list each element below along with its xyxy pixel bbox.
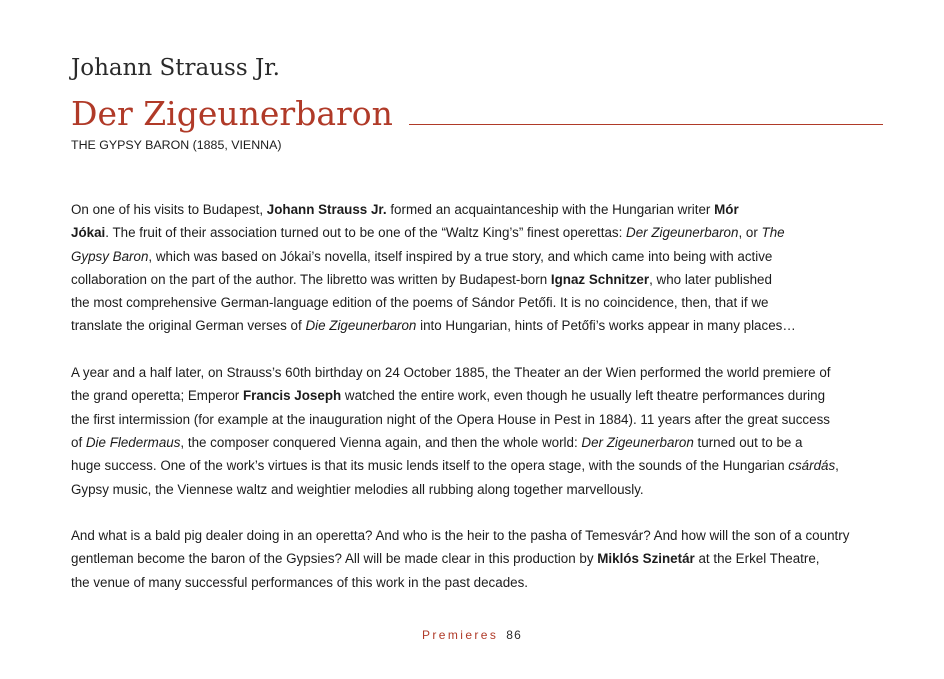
text-run: huge success. One of the work’s virtues is that its music lends itself to the opera stage, with the sounds of the Hungarian [71, 458, 789, 474]
italic-text: The [761, 225, 785, 241]
text-line [71, 221, 883, 244]
text-line [71, 245, 883, 268]
subtitle: THE GYPSY BARON (1885, VIENNA) [71, 138, 282, 152]
italic-text: Der Zigeunerbaron [626, 225, 739, 241]
text-run: A year and a half later, on Strauss’s 60th birthday on 24 October 1885, the Theater an der Wien performed the world premiere of [71, 365, 831, 381]
text-run: , who later published [649, 271, 772, 287]
text-run: at the Erkel Theatre, [694, 551, 820, 567]
text-line [71, 408, 883, 431]
text-line [71, 454, 883, 477]
text-run: of [71, 434, 86, 450]
text-line [71, 291, 883, 314]
composer-name: Johann Strauss Jr. [71, 55, 280, 81]
title-row [71, 92, 883, 136]
text-line [71, 571, 883, 594]
text-run: , or [738, 225, 762, 241]
bold-text: Jókai [71, 225, 106, 241]
text-run: the most comprehensive German-language edition of the poems of Sándor Petőfi. It is no coincidence, then, that if we [71, 295, 769, 311]
text-run: the first intermission (for example at the inauguration night of the Opera House in Pest in 1884). 11 years after the great success [71, 411, 830, 427]
bold-text: Mór [714, 202, 739, 217]
text-run: the venue of many successful performances of this work in the past decades. [71, 574, 529, 590]
text-run: collaboration on the part of the author. The libretto was written by Budapest-born [71, 271, 551, 287]
bold-text: Ignaz Schnitzer [550, 271, 650, 287]
text-line [71, 478, 883, 501]
footer-section-label: Premieres [421, 628, 499, 642]
italic-text: Gypsy Baron [71, 248, 149, 264]
italic-text: Die Fledermaus [85, 434, 181, 450]
text-line [71, 198, 883, 221]
text-run: gentleman become the baron of the Gypsies? All will be made clear in this production by [71, 551, 598, 567]
paragraph [71, 361, 883, 501]
bold-text: Miklós Szinetár [597, 551, 695, 567]
text-line [71, 314, 883, 337]
text-line [71, 384, 883, 407]
italic-text: csárdás [788, 458, 836, 474]
text-run: turned out to be a [693, 434, 803, 450]
italic-text: Die Zigeunerbaron [305, 318, 417, 334]
text-line [71, 361, 883, 384]
text-run: . The fruit of their association turned out to be one of the “Waltz King’s” finest operettas: [105, 225, 627, 241]
bold-text: Francis Joseph [242, 388, 342, 404]
text-run: , [835, 458, 839, 474]
title-rule [409, 124, 883, 125]
text-run: the grand operetta; Emperor [71, 388, 243, 404]
text-run: Gypsy music, the Viennese waltz and weightier melodies all rubbing along together marvellously. [71, 481, 644, 497]
text-run: , which was based on Jókai’s novella, itself inspired by a true story, and which came into being with active [148, 248, 773, 264]
page-title: Der Zigeunerbaron [71, 94, 393, 133]
text-line [71, 268, 883, 291]
page-footer [0, 627, 944, 643]
text-run: , the composer conquered Vienna again, and then the whole world: [180, 434, 582, 450]
text-run: formed an acquaintanceship with the Hungarian writer [386, 202, 715, 217]
text-line [71, 431, 883, 454]
text-run: into Hungarian, hints of Petőfi’s works appear in many places… [416, 318, 796, 334]
bold-text: Johann Strauss Jr. [266, 202, 387, 217]
italic-text: Der Zigeunerbaron [581, 434, 694, 450]
text-line [71, 524, 883, 547]
page-number: 86 [506, 628, 523, 642]
paragraph [71, 524, 883, 594]
body-text [71, 198, 883, 617]
text-run: And what is a bald pig dealer doing in an operetta? And who is the heir to the pasha of Temesvár? And how will the son of a country [71, 528, 850, 544]
text-line [71, 547, 883, 570]
text-run: On one of his visits to Budapest, [71, 202, 267, 217]
paragraph [71, 198, 883, 338]
text-run: watched the entire work, even though he usually left theatre performances during [341, 388, 826, 404]
text-run: translate the original German verses of [71, 318, 306, 334]
